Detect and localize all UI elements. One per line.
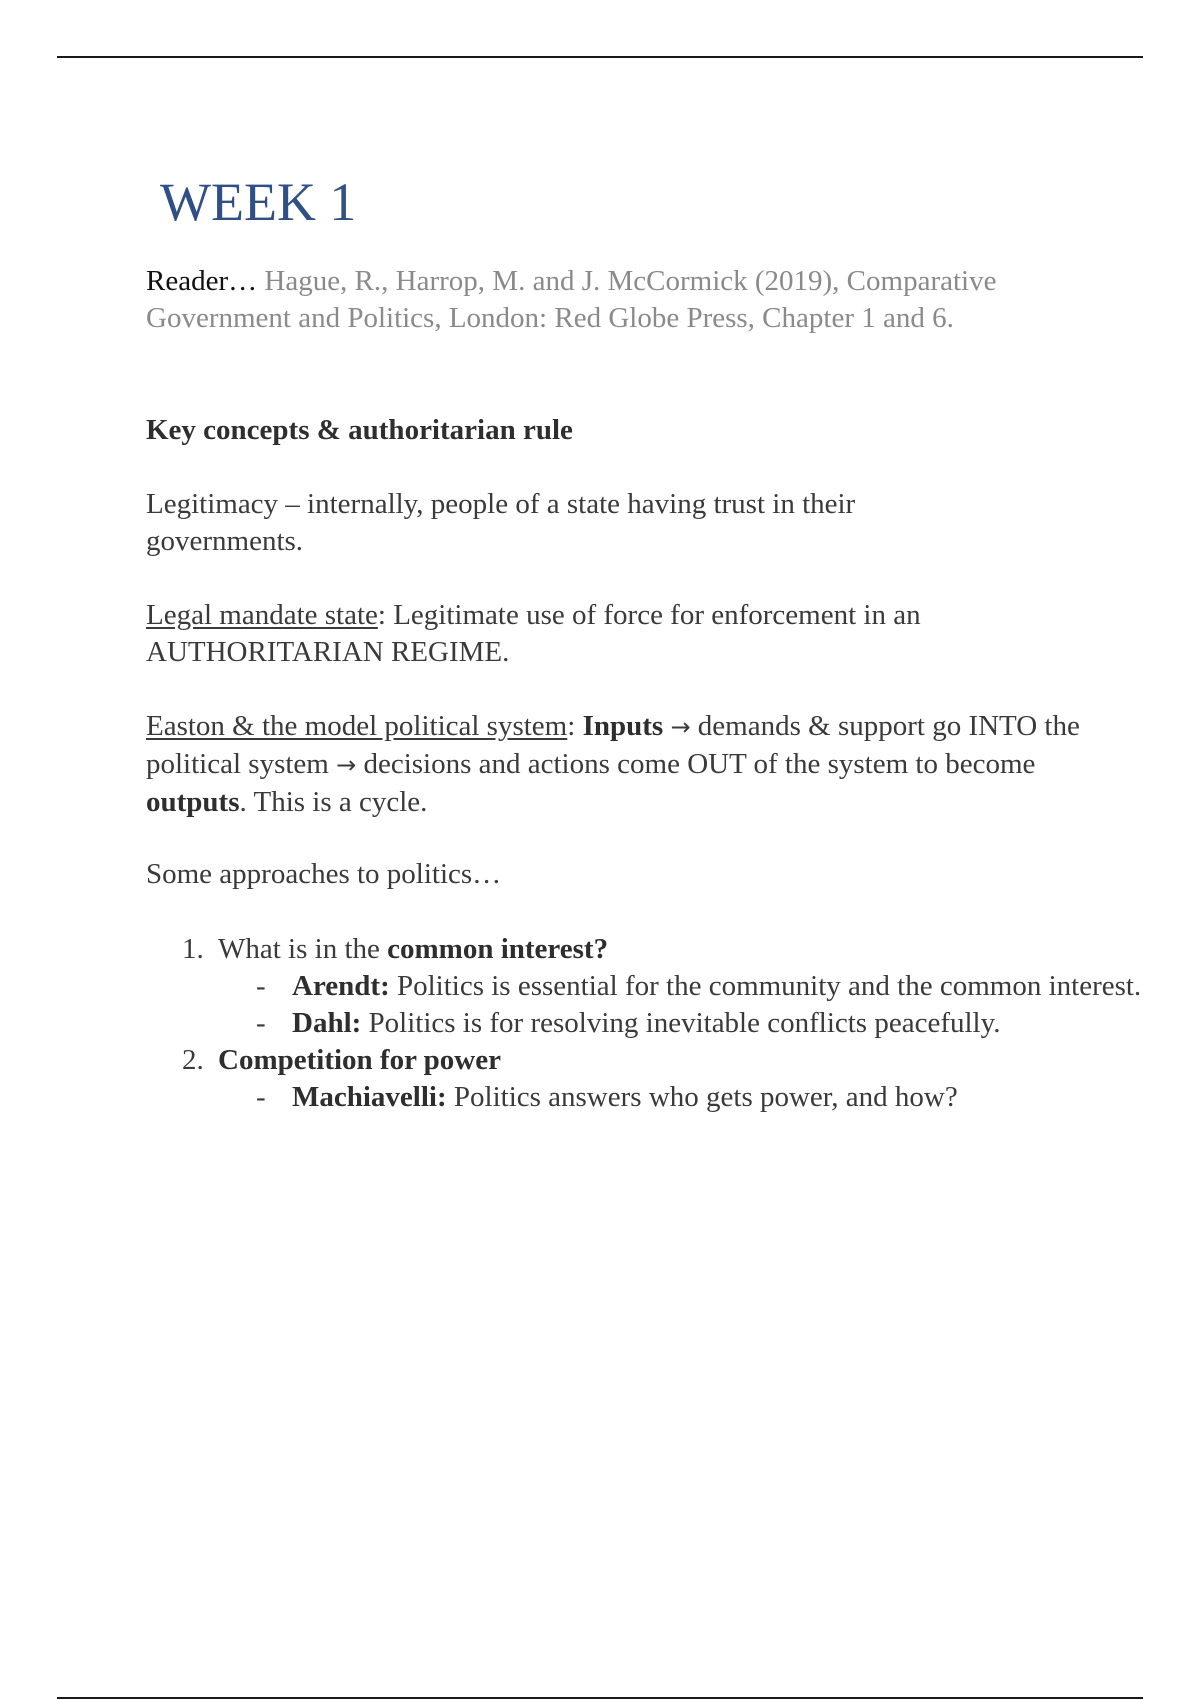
- author-text: Politics is for resolving inevitable conflicts peacefully.: [361, 1007, 1001, 1039]
- arrow-right-icon: →: [670, 713, 691, 741]
- legal-mandate-paragraph: [146, 597, 1046, 671]
- dash-bullet: -: [256, 1081, 266, 1113]
- author-name: Arendt:: [292, 970, 390, 1002]
- list-number: 2.: [182, 1044, 204, 1076]
- reader-citation: Hague, R., Harrop, M. and J. McCormick (2019), Comparative Government and Politics, London: Red Globe Press, Chapter 1 and 6.: [146, 265, 997, 334]
- easton-part3: . This is a cycle.: [239, 786, 428, 818]
- list-number: 1.: [182, 933, 204, 965]
- author-name: Dahl:: [292, 1007, 362, 1039]
- legal-mandate-term: Legal mandate state: [146, 599, 378, 631]
- list-item: [146, 1042, 1146, 1079]
- easton-paragraph: [146, 708, 1106, 821]
- sub-list-item: [146, 968, 1152, 1005]
- legal-mandate-text: : Legitimate use of force for enforcement in an AUTHORITARIAN REGIME.: [146, 599, 921, 668]
- author-text: Politics answers who gets power, and how?: [446, 1081, 958, 1113]
- inputs-label: Inputs: [582, 710, 664, 742]
- easton-term: Easton & the model political system: [146, 710, 568, 742]
- top-rule: [57, 56, 1143, 58]
- sub-list-item: [146, 1079, 1146, 1116]
- section-heading: Key concepts & authoritarian rule: [146, 414, 573, 446]
- author-name: Machiavelli:: [292, 1081, 447, 1113]
- approaches-list: [146, 931, 1146, 1116]
- author-text: Politics is essential for the community and the common interest.: [389, 970, 1142, 1002]
- sub-list-item: [146, 1005, 1146, 1042]
- arrow-right-icon: →: [336, 751, 357, 779]
- dash-bullet: -: [256, 970, 266, 1002]
- list-item-bold: Competition for power: [218, 1044, 501, 1076]
- dash-bullet: -: [256, 1007, 266, 1039]
- easton-colon: :: [567, 710, 583, 742]
- list-item-bold: common interest?: [387, 933, 609, 965]
- page-title: WEEK 1: [160, 172, 357, 232]
- bottom-rule: [57, 1697, 1143, 1699]
- reader-reference: [146, 263, 1046, 337]
- legitimacy-paragraph: Legitimacy – internally, people of a state having trust in their governments.: [146, 488, 856, 557]
- approaches-intro: Some approaches to politics…: [146, 858, 502, 890]
- easton-part2: decisions and actions come OUT of the system to become: [356, 748, 1036, 780]
- easton-part1: demands & support go INTO the political system: [146, 710, 1080, 780]
- list-item: [146, 931, 1146, 968]
- reader-lead: Reader…: [146, 265, 258, 297]
- outputs-label: outputs: [146, 786, 240, 818]
- list-item-prefix: What is in the: [218, 933, 388, 965]
